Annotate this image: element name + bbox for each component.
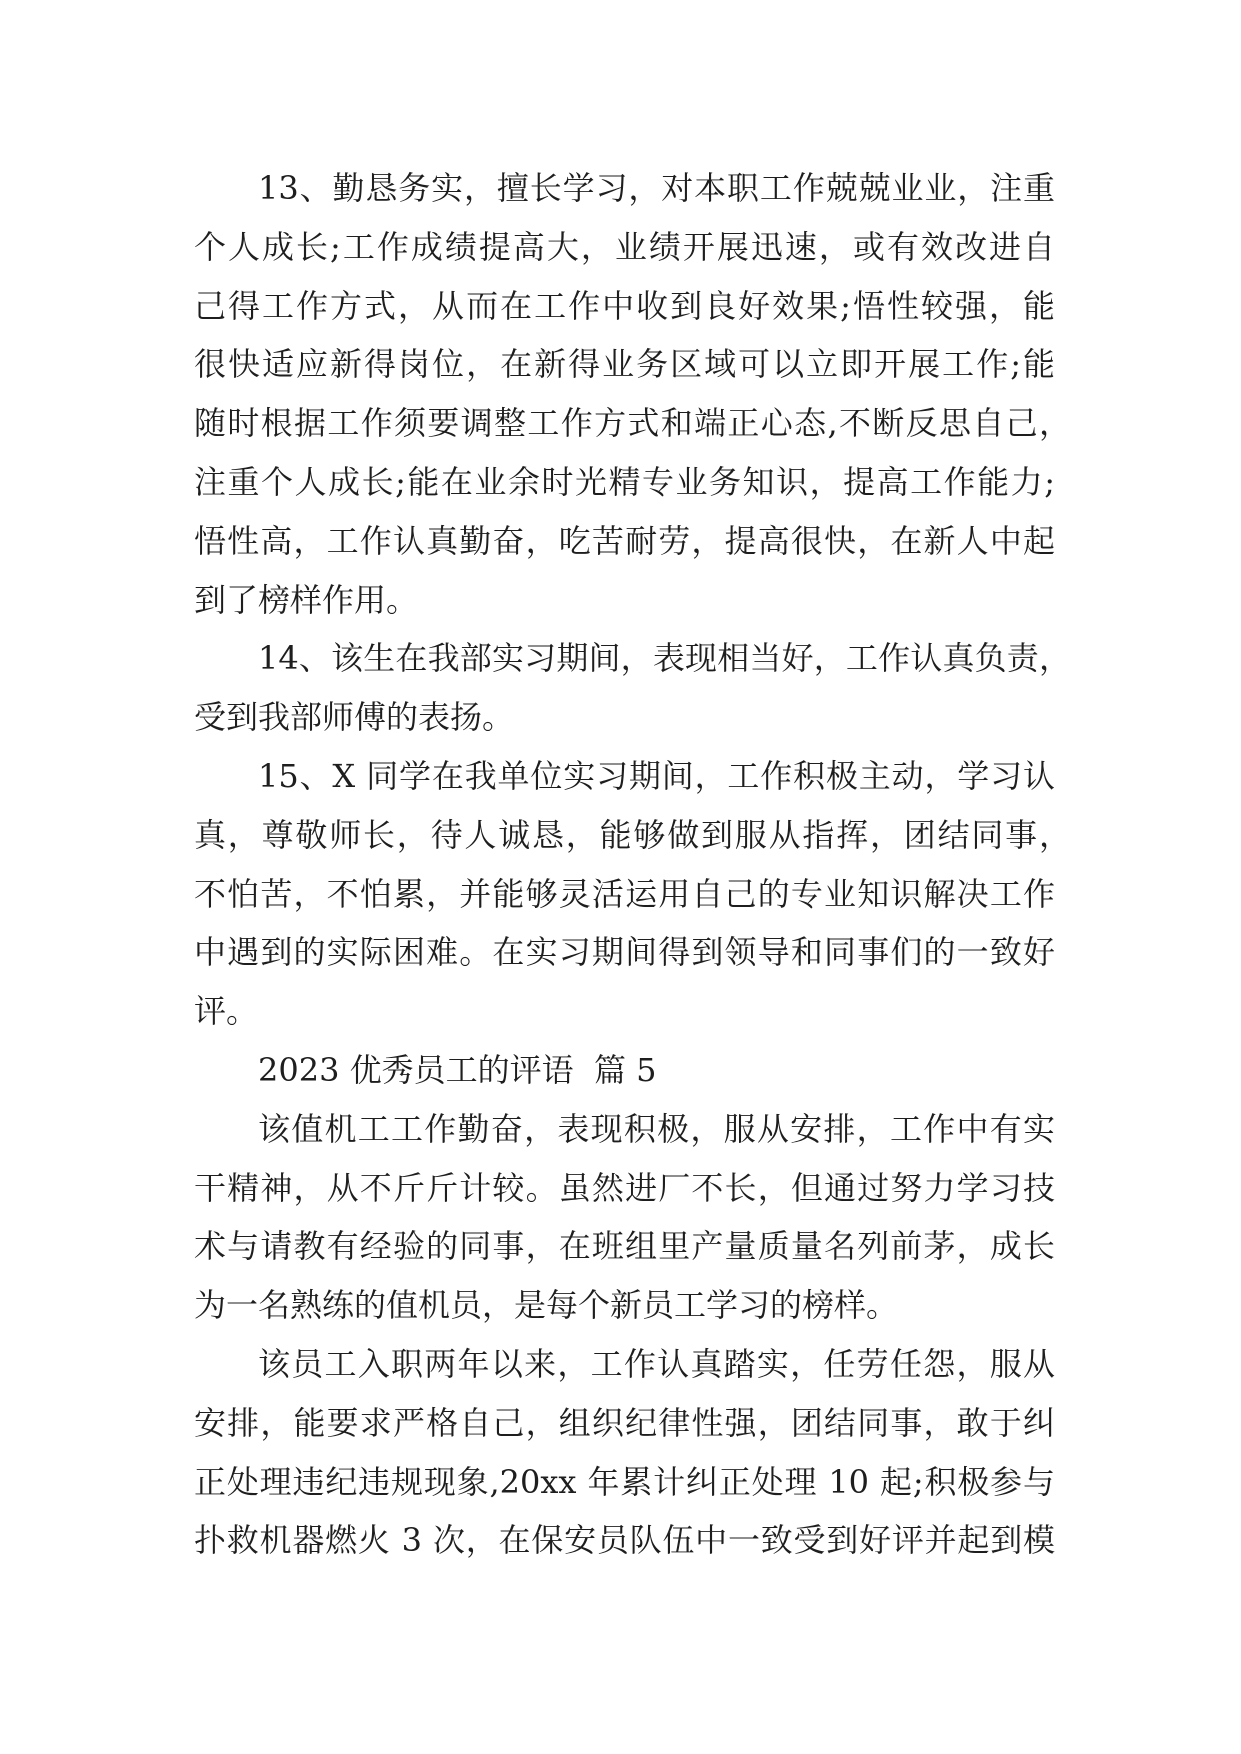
text-line: 14、该生在我部实习期间，表现相当好，工作认真负责， [258, 639, 1071, 678]
text-line: 真，尊敬师长，待人诚恳，能够做到服从指挥，团结同事， [194, 815, 1071, 854]
text-line: 该员工入职两年以来，工作认真踏实，任劳任怨，服从 [258, 1344, 1055, 1383]
text-line: 随时根据工作须要调整工作方式和端正心态,不断反思自己， [194, 404, 1071, 443]
document-body [194, 159, 1071, 1570]
text-line: 为一名熟练的值机员，是每个新员工学习的榜样。 [194, 1286, 899, 1325]
text-line: 己得工作方式，从而在工作中收到良好效果;悟性较强，能 [194, 286, 1055, 325]
section-heading-text: 2023 优秀员工的评语 篇 5 [258, 1050, 657, 1089]
text-line: 不怕苦，不怕累，并能够灵活运用自己的专业知识解决工作 [194, 874, 1055, 913]
text-line: 干精神，从不斤斤计较。虽然进厂不长，但通过努力学习技 [194, 1168, 1055, 1207]
section-heading [194, 1041, 1055, 1100]
paragraph-item-14 [194, 629, 1071, 747]
text-line: 安排，能要求严格自己，组织纪律性强，团结同事，敢于纠 [194, 1403, 1055, 1442]
text-line: 15、X 同学在我单位实习期间，工作积极主动，学习认 [258, 756, 1055, 795]
text-line: 评。 [194, 992, 259, 1031]
text-line: 很快适应新得岗位，在新得业务区域可以立即开展工作;能 [194, 345, 1055, 384]
text-line: 术与请教有经验的同事，在班组里产量质量名列前茅，成长 [194, 1227, 1055, 1266]
paragraph-item-15 [194, 747, 1071, 1041]
text-line: 扑救机器燃火 3 次，在保安员队伍中一致受到好评并起到模 [194, 1521, 1055, 1560]
paragraph-review-employee [194, 1335, 1055, 1570]
text-line: 悟性高，工作认真勤奋，吃苦耐劳，提高很快，在新人中起 [194, 521, 1055, 560]
text-line: 13、勤恳务实，擅长学习，对本职工作兢兢业业，注重 [258, 169, 1055, 207]
text-line: 正处理违纪违规现象,20xx 年累计纠正处理 10 起;积极参与 [194, 1462, 1055, 1501]
text-line: 个人成长;工作成绩提高大，业绩开展迅速，或有效改进自 [194, 227, 1055, 266]
text-line: 受到我部师傅的表扬。 [194, 698, 515, 737]
text-line: 该值机工工作勤奋，表现积极，服从安排，工作中有实 [258, 1109, 1055, 1148]
text-line: 中遇到的实际困难。在实习期间得到领导和同事们的一致好 [194, 933, 1055, 972]
text-line: 到了榜样作用。 [194, 580, 419, 619]
text-line: 注重个人成长;能在业余时光精专业务知识，提高工作能力; [194, 462, 1055, 501]
paragraph-review-machine-operator [194, 1100, 1055, 1335]
paragraph-item-13 [194, 159, 1071, 629]
